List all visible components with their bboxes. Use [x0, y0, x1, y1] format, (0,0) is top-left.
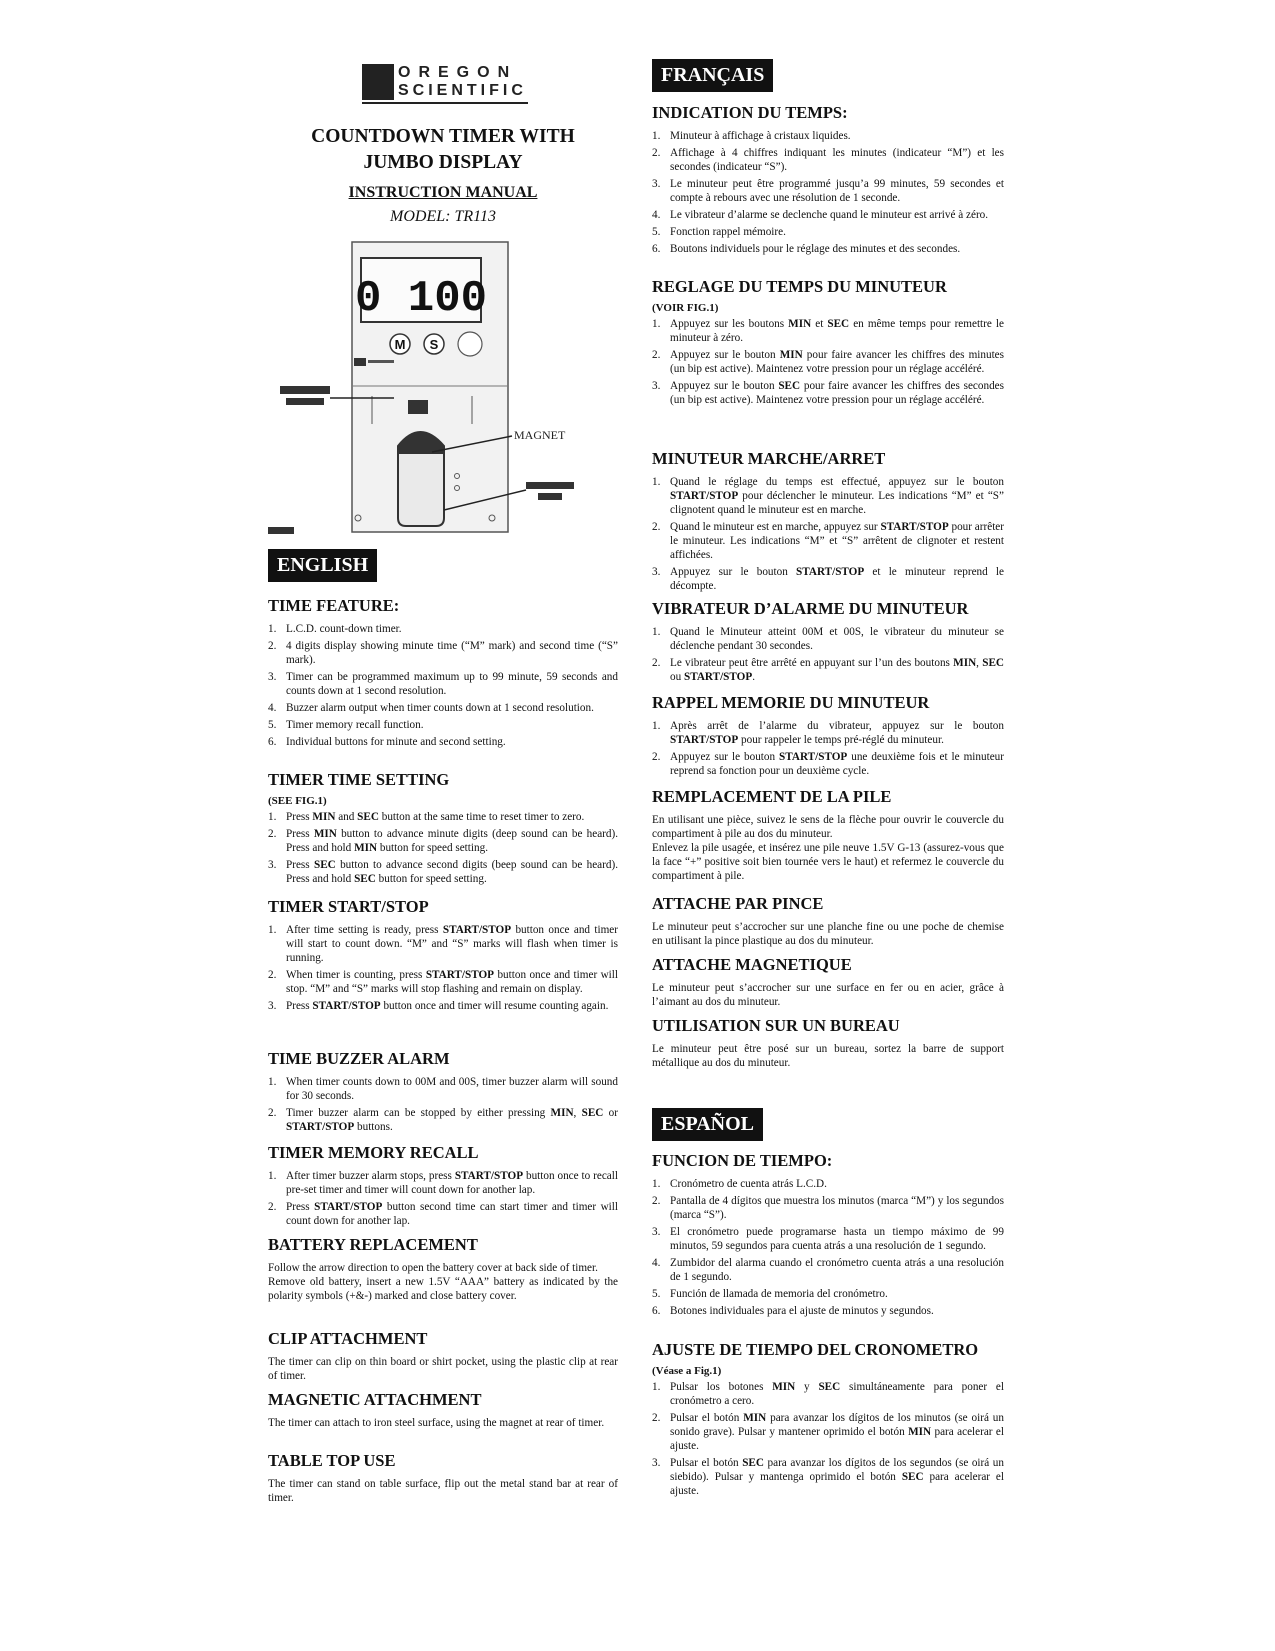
fr-pile-p2: Enlevez la pile usagée, et insérez une pile neuve 1.5V G-13 (assurez-vous que la face “+” positive soit bien tournée vers le haut) et refermez le couvercle du compartiment à pile.	[652, 842, 1004, 882]
list-item	[268, 735, 618, 749]
list-item	[652, 1194, 1004, 1222]
fr-magnetique	[652, 955, 1004, 1009]
en-clip-text: The timer can clip on thin board or shirt pocket, using the plastic clip at rear of timer.	[268, 1356, 618, 1382]
list-item-number: 4.	[652, 209, 661, 221]
list-item-text: Boutons individuels pour le réglage des minutes et des secondes.	[670, 243, 961, 255]
fr-vibrateur	[652, 599, 1004, 687]
en-magnetic	[268, 1390, 618, 1430]
list-item-number: 1.	[652, 476, 661, 488]
button-m-label: M	[394, 337, 406, 352]
fr-pile	[652, 787, 1004, 883]
list-item-number: 1.	[268, 1170, 277, 1182]
en-battery-p2: Remove old battery, insert a new 1.5V “AAA” battery as indicated by the polarity symbols (+&-) marked and close battery cover.	[268, 1276, 618, 1302]
list-item-text: Press SEC button to advance second digits (beep sound can be heard). Press and hold SEC button for speed setting.	[286, 859, 618, 885]
list-item-text: Pantalla de 4 dígitos que muestra los minutos (marca “M”) y los segundos (marca “S”).	[670, 1195, 1004, 1221]
list-item-text: After timer buzzer alarm stops, press START/STOP button once to recall pre-set timer and timer will count down for another lap.	[286, 1170, 618, 1196]
list-item-number: 2.	[652, 751, 661, 763]
list-item-number: 3.	[268, 671, 277, 683]
list-item	[268, 1075, 618, 1103]
list-item-number: 1.	[652, 720, 661, 732]
list-item	[652, 1456, 1004, 1498]
list-item	[652, 317, 1004, 345]
magnet-label: MAGNET	[514, 428, 566, 442]
en-table	[268, 1451, 618, 1505]
en-start-stop-heading: TIMER START/STOP	[268, 897, 429, 916]
list-item-number: 2.	[268, 969, 277, 981]
es-ajuste-list	[652, 1380, 1004, 1498]
logo-line1: OREGON	[398, 64, 518, 81]
list-item-number: 2.	[652, 349, 661, 361]
list-item-number: 5.	[268, 719, 277, 731]
english-section	[268, 549, 618, 582]
list-item	[652, 1411, 1004, 1453]
manual-label: INSTRUCTION MANUAL	[348, 184, 538, 201]
list-item-text: Appuyez sur le bouton MIN pour faire avancer les chiffres des minutes (un bip est active). Maintenez votre pression pour un réglage accéléré.	[670, 349, 1005, 375]
fr-reglage-note: (VOIR FIG.1)	[652, 302, 719, 314]
list-item-text: When timer counts down to 00M and 00S, timer buzzer alarm will sound for 30 seconds.	[286, 1076, 618, 1102]
list-item-text: When timer is counting, press START/STOP button once and timer will stop. “M” and “S” marks will stop flashing and remain on display.	[286, 969, 618, 995]
list-item-text: Appuyez sur le bouton SEC pour faire avancer les chiffres des secondes (un bip est active). Maintenez votre pression pour un réglage accéléré.	[670, 380, 1004, 406]
list-item-number: 3.	[652, 380, 661, 392]
list-item-number: 2.	[268, 828, 277, 840]
list-item-text: Zumbidor del alarma cuando el cronómetro cuenta atrás a una resolución de 1 segundo.	[670, 1257, 1004, 1283]
list-item-text: Press START/STOP button once and timer will resume counting again.	[286, 1000, 609, 1012]
fr-reglage-heading: REGLAGE DU TEMPS DU MINUTEUR	[652, 277, 947, 296]
en-buzzer-heading: TIME BUZZER ALARM	[268, 1049, 450, 1068]
list-item	[652, 1177, 1004, 1191]
list-item-number: 6.	[652, 243, 661, 255]
list-item-text: Buzzer alarm output when timer counts down at 1 second resolution.	[286, 702, 594, 714]
en-clip-heading: CLIP ATTACHMENT	[268, 1329, 428, 1348]
list-item-text: Appuyez sur le bouton START/STOP et le minuteur reprend le décompte.	[670, 566, 1004, 592]
fr-magnetique-heading: ATTACHE MAGNETIQUE	[652, 955, 852, 974]
fr-rappel	[652, 693, 1004, 781]
lcd-display-digits: 0 100	[354, 274, 488, 324]
fr-indication-heading: INDICATION DU TEMPS:	[652, 103, 848, 122]
list-item	[652, 625, 1004, 653]
list-item-text: Le vibrateur peut être arrêté en appuyant sur l’un des boutons MIN, SEC ou START/STOP.	[670, 657, 1004, 683]
es-ajuste-heading: AJUSTE DE TIEMPO DEL CRONOMETRO	[652, 1340, 979, 1359]
list-item-number: 3.	[652, 1457, 661, 1469]
list-item-number: 2.	[268, 1201, 277, 1213]
button-s-label: S	[429, 337, 439, 352]
list-item-text: Quand le Minuteur atteint 00M et 00S, le vibrateur du minuteur se déclenche pendant 30 secondes.	[670, 626, 1004, 652]
fr-marche-list	[652, 475, 1004, 593]
list-item-text: Timer memory recall function.	[286, 719, 424, 731]
list-item	[652, 719, 1004, 747]
fr-bureau-text: Le minuteur peut être posé sur un bureau, sortez la barre de support métallique au dos du minuteur.	[652, 1043, 1004, 1069]
list-item-text: Pulsar los botones MIN y SEC simultáneamente para poner el cronómetro a cero.	[670, 1381, 1005, 1407]
list-item-number: 1.	[652, 1381, 661, 1393]
en-memory	[268, 1143, 618, 1231]
list-item	[652, 475, 1004, 517]
title-line2: JUMBO DISPLAY	[363, 152, 523, 173]
list-item	[268, 999, 618, 1013]
list-item	[652, 1256, 1004, 1284]
list-item-number: 1.	[268, 1076, 277, 1088]
list-item	[268, 827, 618, 855]
fr-pince-heading: ATTACHE PAR PINCE	[652, 894, 824, 913]
list-item	[268, 701, 618, 715]
list-item-text: Press START/STOP button second time can start timer and timer will count down for another lap.	[286, 1201, 619, 1227]
list-item-number: 4.	[652, 1257, 661, 1269]
list-item-number: 6.	[652, 1305, 661, 1317]
list-item	[652, 750, 1004, 778]
list-item-text: Cronómetro de cuenta atrás L.C.D.	[670, 1178, 827, 1190]
fr-indication-list	[652, 129, 1004, 256]
logo-line2: SCIENTIFIC	[398, 82, 527, 99]
logo-mark-icon	[362, 64, 394, 100]
fr-marche	[652, 449, 1004, 596]
list-item-text: Press MIN button to advance minute digits (deep sound can be heard). Press and hold MIN button for speed setting.	[286, 828, 619, 854]
list-item	[268, 810, 618, 824]
list-item-number: 1.	[268, 811, 277, 823]
list-item-number: 3.	[652, 1226, 661, 1238]
en-buzzer	[268, 1049, 618, 1137]
fr-bureau	[652, 1016, 1004, 1070]
list-item	[652, 565, 1004, 593]
list-item	[268, 622, 618, 636]
list-item-number: 3.	[652, 566, 661, 578]
list-item-text: Función de llamada de memoria del cronómetro.	[670, 1288, 888, 1300]
list-item	[652, 208, 1004, 222]
list-item-number: 3.	[268, 859, 277, 871]
list-item-text: Botones individuales para el ajuste de minutos y segundos.	[670, 1305, 934, 1317]
es-funcion	[652, 1151, 1004, 1321]
en-clip	[268, 1329, 618, 1383]
en-memory-list	[268, 1169, 618, 1228]
list-item	[268, 1106, 618, 1134]
en-time-setting	[268, 770, 618, 889]
list-item-number: 3.	[652, 178, 661, 190]
list-item-text: Le minuteur peut être programmé jusqu’a 99 minutes, 59 secondes et compte à rebours avec une résolution de 1 seconde.	[670, 178, 1004, 204]
list-item-number: 3.	[268, 1000, 277, 1012]
list-item-number: 5.	[652, 226, 661, 238]
en-time-feature	[268, 596, 618, 752]
list-item-number: 5.	[652, 1288, 661, 1300]
en-table-heading: TABLE TOP USE	[268, 1451, 396, 1470]
english-banner: ENGLISH	[268, 549, 377, 582]
en-buzzer-list	[268, 1075, 618, 1134]
list-item	[652, 348, 1004, 376]
fr-pince	[652, 894, 1004, 948]
fr-bureau-heading: UTILISATION SUR UN BUREAU	[652, 1016, 900, 1035]
list-item-text: 4 digits display showing minute time (“M” mark) and second time (“S” mark).	[286, 640, 618, 666]
en-time-setting-list	[268, 810, 618, 886]
list-item-number: 4.	[268, 702, 277, 714]
list-item-number: 2.	[268, 1107, 277, 1119]
es-funcion-list	[652, 1177, 1004, 1318]
list-item	[268, 670, 618, 698]
es-funcion-heading: FUNCION DE TIEMPO:	[652, 1151, 833, 1170]
list-item-text: El cronómetro puede programarse hasta un tiempo máximo de 99 minutos, 59 segundos para cuenta atrás a una resolución de 1 segundo.	[670, 1226, 1004, 1252]
list-item-text: Le vibrateur d’alarme se declenche quand le minuteur est arrivé à zéro.	[670, 209, 989, 221]
list-item-number: 2.	[652, 521, 661, 533]
list-item	[652, 242, 1004, 256]
en-time-setting-heading: TIMER TIME SETTING	[268, 770, 450, 789]
en-memory-heading: TIMER MEMORY RECALL	[268, 1143, 479, 1162]
francais-section	[652, 59, 1004, 92]
francais-banner: FRANÇAIS	[652, 59, 773, 92]
en-start-stop-list	[268, 923, 618, 1013]
title-line1: COUNTDOWN TIMER WITH	[311, 126, 575, 147]
list-item	[268, 1200, 618, 1228]
list-item	[268, 858, 618, 886]
list-item	[652, 129, 1004, 143]
fr-pile-heading: REMPLACEMENT DE LA PILE	[652, 787, 892, 806]
fr-marche-heading: MINUTEUR MARCHE/ARRET	[652, 449, 886, 468]
es-ajuste-note: (Véase a Fig.1)	[652, 1365, 722, 1377]
list-item-number: 1.	[652, 130, 661, 142]
list-item-number: 2.	[652, 147, 661, 159]
list-item	[268, 923, 618, 965]
list-item	[268, 968, 618, 996]
en-time-feature-heading: TIME FEATURE:	[268, 596, 400, 615]
list-item-number: 2.	[652, 657, 661, 669]
list-item-text: L.C.D. count-down timer.	[286, 623, 402, 635]
en-time-feature-list	[268, 622, 618, 749]
list-item	[268, 718, 618, 732]
list-item	[652, 1287, 1004, 1301]
en-start-stop	[268, 897, 618, 1016]
fr-rappel-list	[652, 719, 1004, 778]
list-item-text: Pulsar el botón MIN para avanzar los dígitos de los minutos (se oirá un sonido grave). Pulsar y mantener oprimido el botón MIN para acelerar el ajuste.	[670, 1412, 1004, 1452]
espanol-banner: ESPAÑOL	[652, 1108, 763, 1141]
fr-reglage-list	[652, 317, 1004, 407]
list-item-text: Timer buzzer alarm can be stopped by either pressing MIN, SEC or START/STOP buttons.	[286, 1107, 618, 1133]
en-magnetic-heading: MAGNETIC ATTACHMENT	[268, 1390, 482, 1409]
fr-pile-p1: En utilisant une pièce, suivez le sens de la flèche pour ouvrir le couvercle du compartiment à pile au dos du minuteur.	[652, 814, 1004, 840]
list-item-number: 1.	[652, 1178, 661, 1190]
timer-figure	[268, 240, 618, 560]
list-item-text: Affichage à 4 chiffres indiquant les minutes (indicateur “M”) et les secondes (indicateur “S”).	[670, 147, 1004, 173]
fr-vibrateur-heading: VIBRATEUR D’ALARME DU MINUTEUR	[652, 599, 969, 618]
document-title	[268, 124, 618, 176]
list-item-text: Après arrêt de l’alarme du vibrateur, appuyez sur le bouton START/STOP pour rappeler le temps pré-réglé du minuteur.	[670, 720, 1004, 746]
list-item-text: Quand le réglage du temps est effectué, appuyez sur le bouton START/STOP pour déclencher le minuteur. Les indications “M” et “S” clignotent quand le minuteur est en marche.	[670, 476, 1004, 516]
list-item	[268, 1169, 618, 1197]
es-ajuste	[652, 1340, 1004, 1501]
en-time-setting-note: (SEE FIG.1)	[268, 795, 327, 807]
espanol-section	[652, 1108, 1004, 1141]
list-item	[268, 639, 618, 667]
list-item-text: Pulsar el botón SEC para avanzar los dígitos de los segundos (se oirá un siebido). Pulsar y mantenga oprimido el botón SEC para acelerar el ajuste.	[670, 1457, 1005, 1497]
logo-underline	[362, 102, 528, 104]
fr-rappel-heading: RAPPEL MEMORIE DU MINUTEUR	[652, 693, 930, 712]
list-item	[652, 1380, 1004, 1408]
list-item	[652, 379, 1004, 407]
list-item	[652, 177, 1004, 205]
fr-vibrateur-list	[652, 625, 1004, 684]
en-magnetic-text: The timer can attach to iron steel surface, using the magnet at rear of timer.	[268, 1417, 605, 1429]
list-item	[652, 1304, 1004, 1318]
fr-reglage	[652, 277, 1004, 410]
fr-magnetique-text: Le minuteur peut s’accrocher sur une surface en fer ou en acier, grâce à l’aimant au dos du minuteur.	[652, 982, 1004, 1008]
list-item-number: 2.	[652, 1412, 661, 1424]
list-item	[652, 225, 1004, 239]
list-item-text: Press MIN and SEC button at the same time to reset timer to zero.	[286, 811, 585, 823]
list-item-number: 6.	[268, 736, 277, 748]
list-item-number: 1.	[652, 626, 661, 638]
oregon-scientific-logo	[362, 62, 528, 104]
fr-indication	[652, 103, 1004, 259]
list-item-text: After time setting is ready, press START/STOP button once and timer will start to count down. “M” and “S” marks will flash when timer is running.	[286, 924, 618, 964]
list-item	[652, 1225, 1004, 1253]
fr-pince-text: Le minuteur peut s’accrocher sur une planche fine ou une poche de chemise en utilisant la pince plastique au dos du minuteur.	[652, 921, 1004, 947]
list-item-text: Appuyez sur les boutons MIN et SEC en même temps pour remettre le minuteur à zéro.	[670, 318, 1004, 344]
list-item-number: 2.	[652, 1195, 661, 1207]
list-item-text: Minuteur à affichage à cristaux liquides.	[670, 130, 851, 142]
en-battery	[268, 1235, 618, 1303]
list-item-text: Timer can be programmed maximum up to 99 minute, 59 seconds and counts down at 1 second resolution.	[286, 671, 618, 697]
list-item-text: Individual buttons for minute and second setting.	[286, 736, 506, 748]
list-item-number: 1.	[268, 924, 277, 936]
start-stop-button-icon	[458, 332, 482, 356]
en-battery-heading: BATTERY REPLACEMENT	[268, 1235, 478, 1254]
list-item-number: 2.	[268, 640, 277, 652]
list-item	[652, 520, 1004, 562]
en-battery-p1: Follow the arrow direction to open the battery cover at back side of timer.	[268, 1262, 598, 1274]
list-item	[652, 656, 1004, 684]
model-label: MODEL: TR113	[390, 208, 496, 225]
list-item-number: 1.	[652, 318, 661, 330]
list-item-number: 1.	[268, 623, 277, 635]
list-item-text: Appuyez sur le bouton START/STOP une deuxième fois et le minuteur reprend sa fonction pour un deuxième cycle.	[670, 751, 1004, 777]
en-table-text: The timer can stand on table surface, flip out the metal stand bar at rear of timer.	[268, 1478, 618, 1504]
list-item-text: Quand le minuteur est en marche, appuyez sur START/STOP pour arrêter le minuteur. Les indications “M” et “S” arrêtent de clignoter et restent affichées.	[670, 521, 1004, 561]
list-item-text: Fonction rappel mémoire.	[670, 226, 786, 238]
list-item	[652, 146, 1004, 174]
